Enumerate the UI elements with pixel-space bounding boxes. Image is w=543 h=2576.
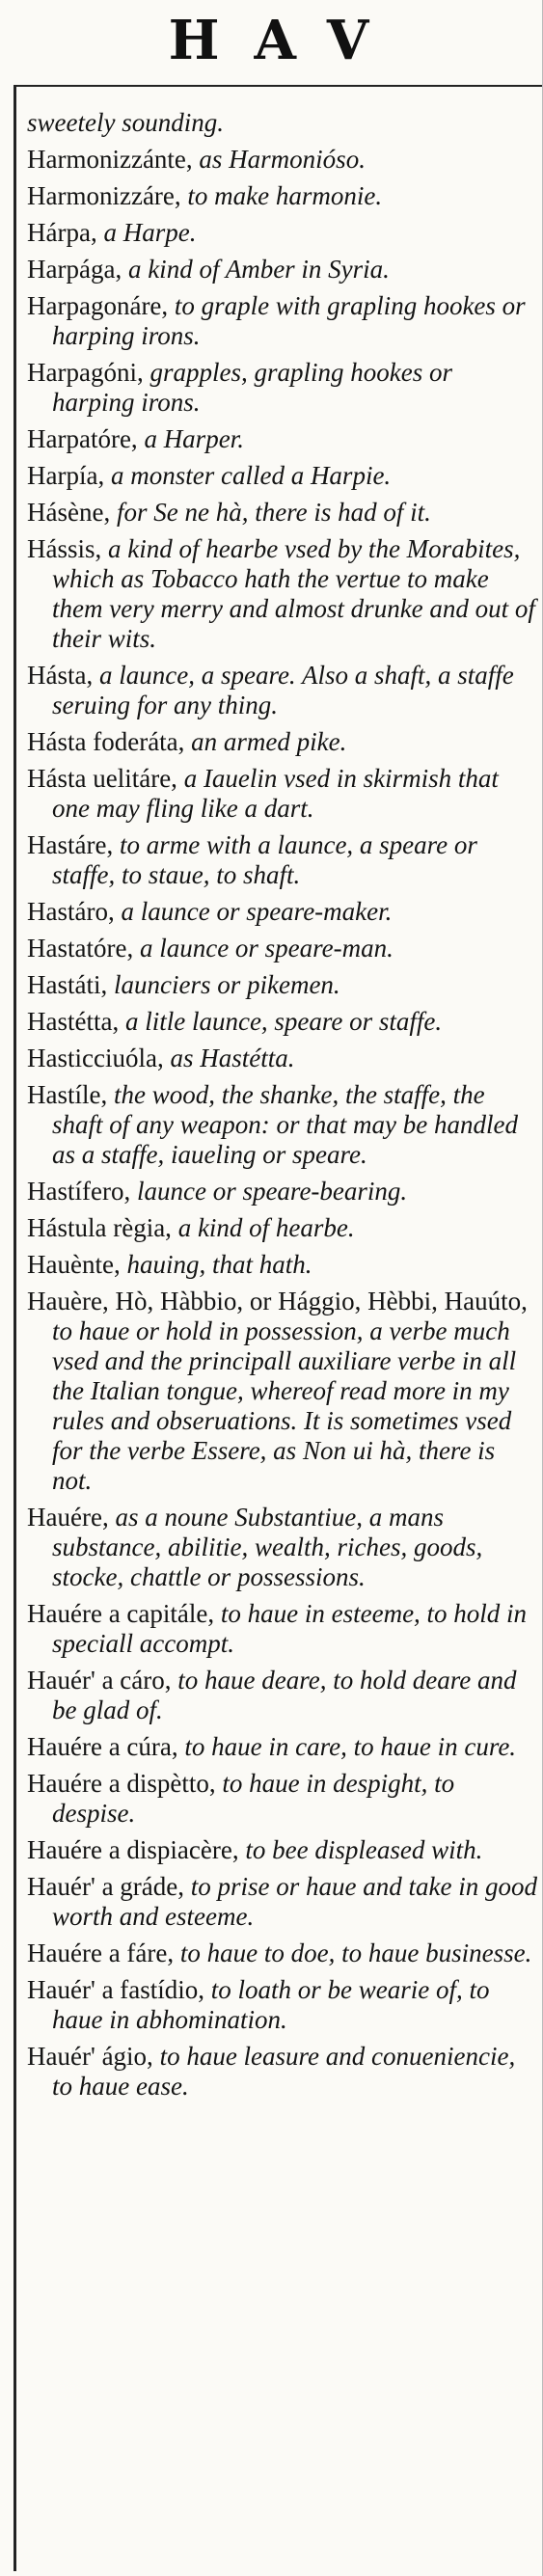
entry-definition: launce or speare-bearing. [130, 1177, 408, 1206]
dictionary-entry [27, 1939, 538, 1968]
entry-headword: Hástula règia, [27, 1213, 172, 1242]
entry-definition: a kind of hearbe. [171, 1213, 355, 1242]
entry-headword: Hastíle, [27, 1080, 108, 1109]
entry-definition: grapples, grapling hookes or harping irons. [52, 358, 452, 417]
dictionary-entry [27, 181, 538, 211]
entry-definition: the wood, the shanke, the staffe, the shaft of any weapon: or that may be handled as a staffe, iaueling or speare. [52, 1080, 518, 1169]
entry-definition: an armed pike. [184, 727, 347, 756]
dictionary-entry [27, 145, 538, 175]
entry-definition: to make harmonie. [180, 181, 383, 210]
entry-headword: Hásta, [27, 661, 94, 690]
entry-definition: launciers or pikemen. [107, 970, 340, 999]
entry-headword: Hauér' a fastídio, [27, 1975, 205, 2004]
dictionary-entry [27, 461, 538, 491]
entry-headword: Hauére a capitále, [27, 1599, 215, 1628]
dictionary-entry [27, 534, 538, 654]
entry-headword: Harpága, [27, 255, 122, 284]
entry-headword: Hastífero, [27, 1177, 131, 1206]
dictionary-entry [27, 1503, 538, 1592]
entry-definition: to bee displeased with. [238, 1835, 483, 1864]
dictionary-entry [27, 764, 538, 824]
entry-headword: Harmonizzánte, [27, 145, 193, 174]
entry-headword: Harmonizzáre, [27, 181, 181, 210]
dictionary-entry [27, 897, 538, 927]
dictionary-entry [27, 934, 538, 963]
entry-definition: a litle launce, speare or staffe. [119, 1007, 443, 1036]
entry-definition: to haue or hold in possession, a verbe much vsed and the principall auxiliare verbe in all the Italian tongue, whereof read more in my rules and obseruations. It is sometimes vsed for the verbe Essere, as Non ui hà, there is not. [52, 1316, 517, 1495]
entry-definition: a Harpe. [96, 218, 197, 247]
dictionary-entry [27, 358, 538, 418]
entry-headword: Hásène, [27, 498, 111, 527]
entry-definition: a Harper. [137, 424, 244, 453]
entry-headword: Hássis, [27, 534, 102, 563]
entry-definition: a launce or speare-man. [133, 934, 394, 963]
dictionary-entry [27, 661, 538, 720]
dictionary-entry [27, 255, 538, 285]
dictionary-entry [27, 1732, 538, 1762]
entry-headword: Hauére a fáre, [27, 1939, 175, 1967]
dictionary-entry [27, 1599, 538, 1659]
entry-definition: a kind of Amber in Syria. [122, 255, 390, 284]
entry-headword: Hauére a dispètto, [27, 1769, 216, 1798]
entry-definition: a monster called a Harpie. [104, 461, 392, 490]
entry-headword: Harpía, [27, 461, 105, 490]
entry-headword: Hásta foderáta, [27, 727, 185, 756]
entry-headword: Hauér' a gráde, [27, 1872, 185, 1901]
dictionary-entry [27, 1213, 538, 1243]
dictionary-entry [27, 1975, 538, 2035]
entry-definition: a kind of hearbe vsed by the Morabites, which as Tobacco hath the vertue to make them very merry and almost drunke and out of their wits. [52, 534, 535, 653]
entry-definition: to graple with grapling hookes or harping irons. [52, 291, 526, 350]
entry-headword: Hauènte, [27, 1250, 121, 1279]
entry-definition: sweetely sounding. [27, 108, 224, 137]
entry-definition: to haue in care, to haue in cure. [177, 1732, 517, 1761]
entry-headword: Hastáro, [27, 897, 115, 926]
entry-headword: Hauér' ágio, [27, 2042, 153, 2071]
dictionary-entry [27, 218, 538, 248]
entry-headword: Hastáre, [27, 830, 114, 859]
dictionary-entry [27, 2042, 538, 2101]
entry-definition: to prise or haue and take in good worth and esteeme. [52, 1872, 537, 1931]
dictionary-entry [27, 727, 538, 757]
entry-headword: Hauére a dispiacère, [27, 1835, 239, 1864]
entry-headword: Hastáti, [27, 970, 108, 999]
dictionary-entry [27, 1177, 538, 1207]
entry-definition: for Se ne hà, there is had of it. [110, 498, 431, 527]
entry-headword: Hauère, Hò, Hàbbio, or Hággio, Hèbbi, Hauúto, [27, 1287, 528, 1315]
dictionary-entry [27, 1872, 538, 1932]
dictionary-entry [27, 498, 538, 528]
dictionary-entry [27, 1250, 538, 1280]
entry-headword: Hárpa, [27, 218, 97, 247]
dictionary-entry [27, 1007, 538, 1037]
entry-definition: to haue in despight, to despise. [52, 1769, 455, 1828]
entry-definition: to haue to doe, to haue businesse. [174, 1939, 532, 1967]
entry-definition: to arme with a launce, a speare or staffe, to staue, to shaft. [52, 830, 477, 889]
entry-headword: Hastatóre, [27, 934, 134, 963]
dictionary-entry [27, 424, 538, 454]
entry-definition: to haue in esteeme, to hold in speciall accompt. [52, 1599, 528, 1658]
entry-definition: a launce, a speare. Also a shaft, a staffe seruing for any thing. [52, 661, 514, 719]
entry-definition: as Harmonióso. [192, 145, 366, 174]
dictionary-entry [27, 291, 538, 351]
entry-headword: Hasticciuóla, [27, 1044, 164, 1072]
dictionary-entry [27, 1044, 538, 1073]
entry-headword: Hásta uelitáre, [27, 764, 177, 793]
entry-headword: Hauér' a cáro, [27, 1666, 172, 1695]
entry-definition: a launce or speare-maker. [114, 897, 393, 926]
entry-definition: as Hastétta. [163, 1044, 295, 1072]
dictionary-entry [27, 970, 538, 1000]
entry-headword: Harpatóre, [27, 424, 138, 453]
entry-headword: Harpagóni, [27, 358, 144, 387]
dictionary-entry [27, 1287, 538, 1496]
entry-headword: Harpagonáre, [27, 291, 169, 320]
dictionary-entry [27, 1080, 538, 1170]
entry-definition: to loath or be wearie of, to haue in abhomination. [52, 1975, 490, 2034]
entry-headword: Hauére, [27, 1503, 109, 1532]
entry-headword: Hastétta, [27, 1007, 120, 1036]
entry-definition: hauing, that hath. [120, 1250, 312, 1279]
dictionary-entry [27, 1769, 538, 1829]
entry-headword: Hauére a cúra, [27, 1732, 178, 1761]
dictionary-entry [27, 830, 538, 890]
page-header: HAV [168, 9, 404, 72]
dictionary-entry [27, 1835, 538, 1865]
dictionary-entry [27, 108, 538, 138]
entry-definition: as a noune Substantiue, a mans substance, abilitie, wealth, riches, goods, stocke, chattle or possessions. [52, 1503, 483, 1591]
entry-list [27, 108, 538, 2108]
dictionary-entry [27, 1666, 538, 1725]
entry-definition: to haue deare, to hold deare and be glad of. [52, 1666, 517, 1724]
entry-definition: a Iauelin vsed in skirmish that one may fling like a dart. [52, 764, 499, 823]
entry-definition: to haue leasure and conueniencie, to haue ease. [52, 2042, 516, 2101]
